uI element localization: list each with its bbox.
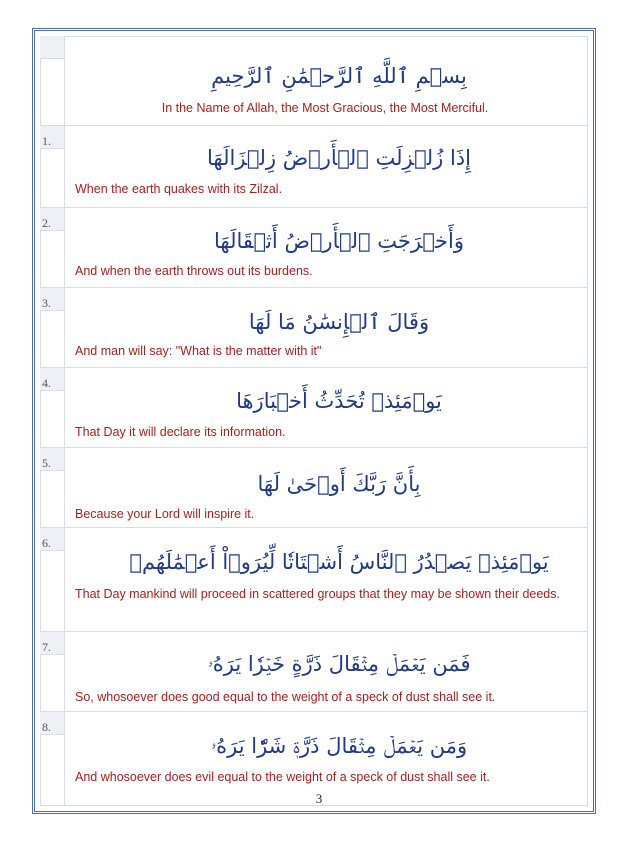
verse-arabic: يَوۡمَئِذٖ يَصۡدُرُ ٱلنَّاسُ أَشۡتَاتٗا لِّيُرَوۡاْ أَعۡمَٰلَهُمۡ	[129, 550, 549, 574]
verse-translation: And whosoever does evil equal to the weight of a speck of dust shall see it.	[75, 770, 490, 784]
verse-arabic: وَأَخۡرَجَتِ ٱلۡأَرۡضُ أَثۡقَالَهَا	[213, 229, 464, 253]
basmala-row	[40, 36, 588, 125]
page-number: 3	[315, 791, 323, 806]
verse-translation: So, whosoever does good equal to the weight of a speck of dust shall see it.	[75, 690, 496, 704]
verse-number: 7.	[40, 632, 65, 655]
verse-translation: When the earth quakes with its Zilzal.	[75, 182, 283, 196]
verse-number: 3.	[40, 288, 65, 311]
basmala-translation: In the Name of Allah, the Most Gracious, the Most Merciful.	[161, 101, 489, 115]
verse-number: 1.	[40, 126, 65, 149]
verse-translation: And when the earth throws out its burdens.	[75, 264, 313, 278]
basmala-arabic: بِسۡمِ ٱللَّهِ ٱلرَّحۡمَٰنِ ٱلرَّحِيمِ	[211, 64, 467, 88]
verse-row	[40, 527, 588, 631]
verse-row	[40, 207, 588, 287]
verse-row	[40, 711, 588, 786]
verse-arabic: وَقَالَ ٱلۡإِنسَٰنُ مَا لَهَا	[248, 310, 430, 334]
verse-translation: And man will say: "What is the matter with it"	[75, 344, 322, 358]
verse-number: 8.	[40, 712, 65, 735]
verse-arabic: يَوۡمَئِذٖ تُحَدِّثُ أَخۡبَارَهَا	[236, 389, 442, 413]
verse-arabic: بِأَنَّ رَبَّكَ أَوۡحَىٰ لَهَا	[257, 472, 421, 496]
verse-number: 4.	[40, 368, 65, 391]
verse-translation: Because your Lord will inspire it.	[75, 507, 255, 521]
verse-arabic: وَمَن يَعۡمَلۡ مِثۡقَالَ ذَرَّةٖ شَرّٗا يَرَهُۥ	[210, 734, 468, 758]
verse-number: 5.	[40, 448, 65, 471]
verse-row	[40, 367, 588, 447]
basmala-number-cell	[40, 36, 65, 59]
verse-arabic: إِذَا زُلۡزِلَتِ ٱلۡأَرۡضُ زِلۡزَالَهَا	[207, 146, 471, 170]
verse-row	[40, 287, 588, 367]
verse-translation: That Day mankind will proceed in scattered groups that they may be shown their deeds.	[75, 587, 560, 601]
verse-number: 2.	[40, 208, 65, 231]
verse-row	[40, 125, 588, 207]
verse-number: 6.	[40, 528, 65, 551]
verse-translation: That Day it will declare its information.	[75, 425, 286, 439]
verse-row	[40, 447, 588, 527]
verse-row	[40, 631, 588, 711]
verse-arabic: فَمَن يَعۡمَلۡ مِثۡقَالَ ذَرَّةٍ خَيۡرٗا يَرَهُۥ	[207, 652, 471, 676]
